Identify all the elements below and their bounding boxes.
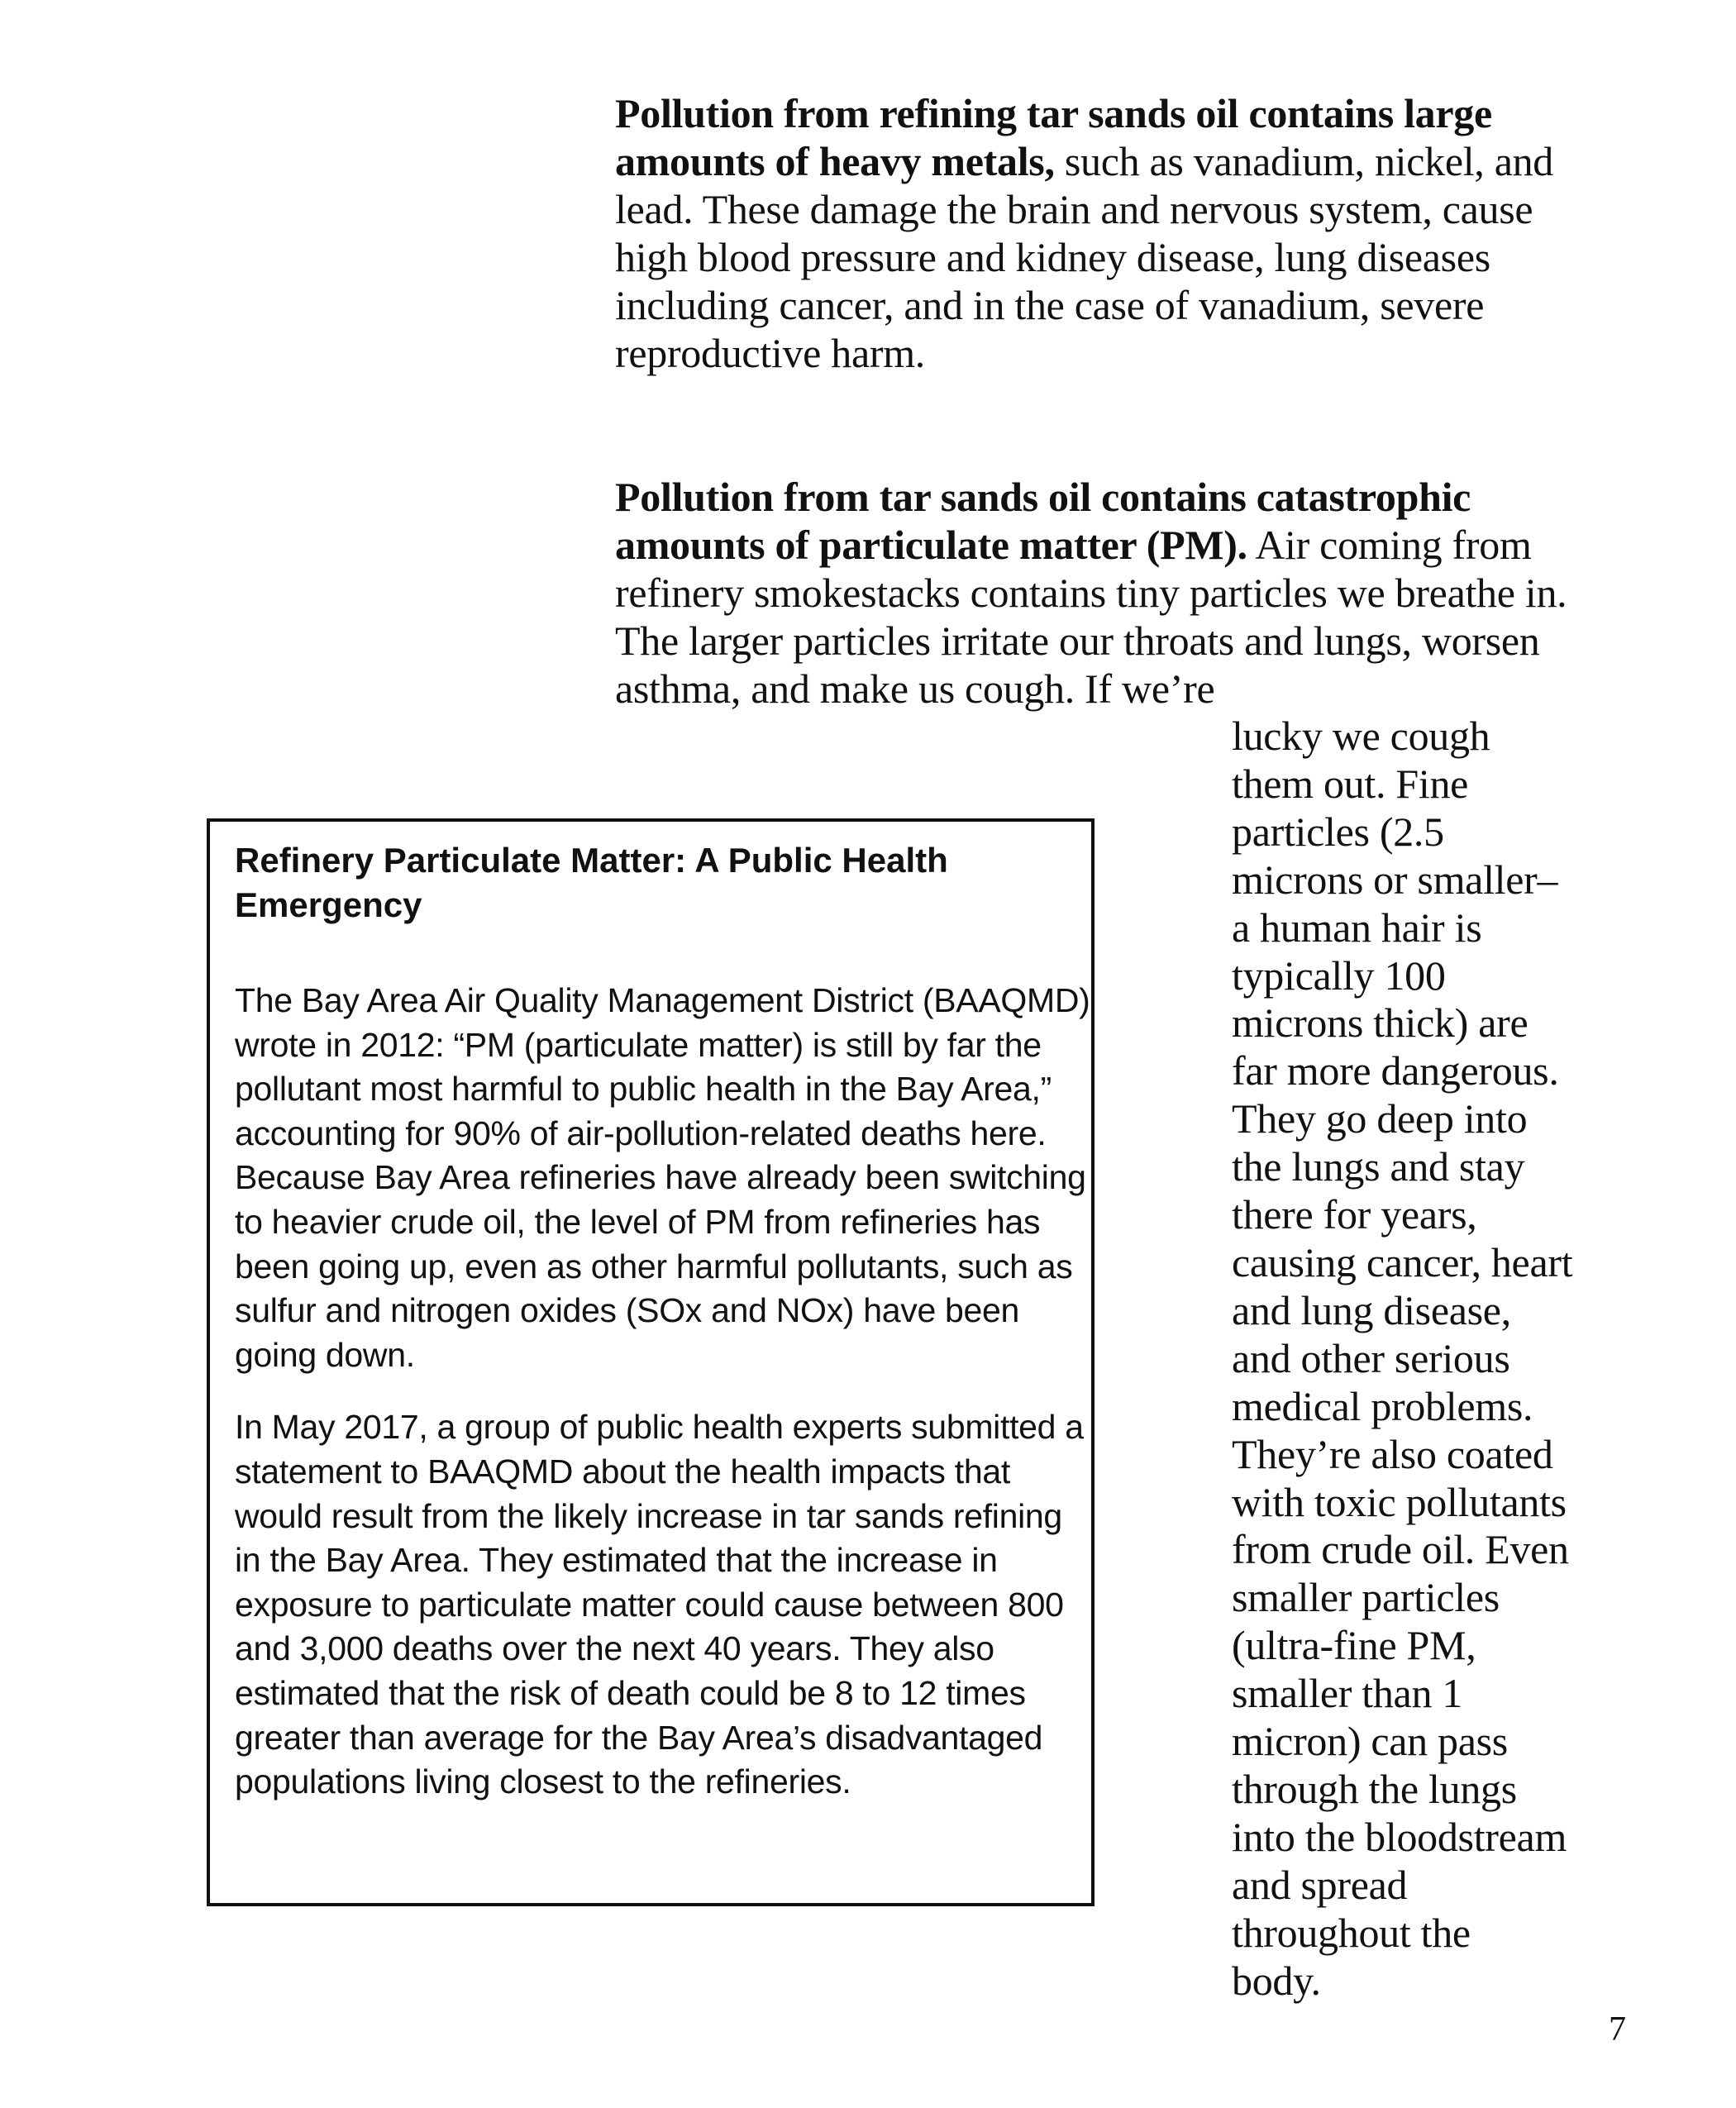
continued-line: lucky we cough [1232,713,1490,759]
continued-line: them out. Fine [1232,760,1469,807]
sidebar-title: Refinery Particulate Matter: A Public Health Emergency [235,841,948,924]
continued-line: (ultra-fine PM, [1232,1622,1476,1669]
continued-line: typically 100 [1232,951,1446,999]
continued-line: a human hair is [1232,904,1482,951]
continued-line: and other serious [1232,1334,1510,1381]
sidebar-box [207,818,1095,1906]
continued-line: through the lungs [1232,1765,1517,1812]
continued-line: with toxic pollutants [1232,1478,1567,1525]
continued-line: medical problems. [1232,1382,1533,1429]
continued-line: microns thick) are [1232,999,1529,1047]
continued-line: and spread [1232,1861,1408,1908]
particulate-matter-continued-column [1232,713,1612,2005]
sidebar-paragraph-2: In May 2017, a group of public health experts submitted a statement to BAAQMD about the health impacts that would result from the likely increase in tar sands refining in the Bay Area. They estimated that the increase in exposure to particulate matter could cause between 800 and 3,000 deaths over the next 40 years. They also estimated that the risk of death could be 8 to 12 times greater than average for the Bay Area’s disadvantaged populations living closest to the refineries. [235,1408,1084,1801]
continued-line: smaller particles [1232,1574,1500,1621]
heavy-metals-lead: Pollution from refining tar sands oil contains large amounts of heavy metals, [615,90,1492,184]
continued-line: causing cancer, heart [1232,1238,1573,1285]
continued-line: They go deep into [1232,1095,1528,1142]
continued-line: They’re also coated [1232,1430,1553,1477]
continued-line: from crude oil. Even [1232,1526,1569,1573]
continued-line: throughout the [1232,1909,1471,1956]
continued-line: body. [1232,1957,1321,2004]
particulate-matter-paragraph [615,473,1607,713]
continued-line: smaller than 1 [1232,1670,1463,1717]
particulate-matter-body: Air coming from refinery smokestacks contains tiny particles we breathe in. The larger particles irritate our throats and lungs, worsen asthma, and make us cough. If we’re [615,522,1567,712]
continued-line: micron) can pass [1232,1718,1508,1765]
continued-line: particles (2.5 [1232,808,1444,855]
continued-line: the lungs and stay [1232,1143,1525,1190]
continued-line: into the bloodstream [1232,1813,1567,1860]
heavy-metals-paragraph [615,89,1607,377]
particulate-matter-lead: Pollution from tar sands oil contains catastrophic amounts of particulate matter (PM). [615,474,1471,568]
continued-line: there for years, [1232,1191,1477,1238]
sidebar-paragraph-1: The Bay Area Air Quality Management District (BAAQMD) wrote in 2012: “PM (particulate matter) is still by far the pollutant most harmful to public health in the Bay Area,” accounting for 90% of air-pollution-related deaths here. Because Bay Area refineries have already been switching to heavier crude oil, the level of PM from refineries has been going up, even as other harmful pollutants, such as sulfur and nitrogen oxides (SOx and NOx) have been going down. [235,981,1090,1374]
continued-line: far more dangerous. [1232,1047,1559,1095]
heavy-metals-body: such as vanadium, nickel, and lead. These damage the brain and nervous system, cause high blood pressure and kidney disease, lung diseases including cancer, and in the case of vanadium, severe reproductive harm. [615,138,1554,376]
continued-line: microns or smaller– [1232,856,1558,903]
page-number: 7 [1609,2010,1626,2048]
continued-line: and lung disease, [1232,1286,1511,1333]
